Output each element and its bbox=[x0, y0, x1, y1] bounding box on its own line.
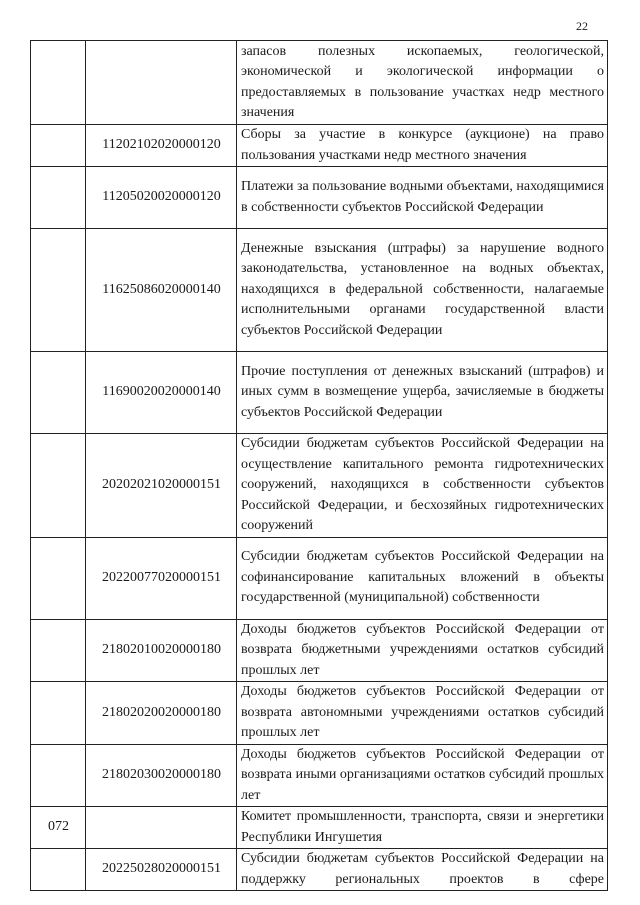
table-row bbox=[31, 352, 608, 434]
table-row bbox=[31, 619, 608, 682]
admin-code-cell bbox=[31, 125, 86, 167]
description-cell: Доходы бюджетов субъектов Российской Федерации от возврата иными организациями остатков субсидий прошлых лет bbox=[237, 744, 608, 807]
admin-code-cell bbox=[31, 167, 86, 229]
revenue-code-cell: 11690020020000140 bbox=[86, 352, 237, 434]
description-cell: запасов полезных ископаемых, геологической, экономической и экологической информации о предоставляемых в пользование участках недр местного значения bbox=[237, 41, 608, 125]
description-cell: Субсидии бюджетам субъектов Российской Федерации на софинансирование капитальных вложений в объекты государственной (муниципальной) собственности bbox=[237, 537, 608, 619]
admin-code-cell bbox=[31, 434, 86, 538]
description-cell: Сборы за участие в конкурсе (аукционе) на право пользования участками недр местного значения bbox=[237, 125, 608, 167]
revenue-codes-table bbox=[30, 40, 608, 891]
description-cell: Доходы бюджетов субъектов Российской Федерации от возврата бюджетными учреждениями остатков субсидий прошлых лет bbox=[237, 619, 608, 682]
admin-code-cell bbox=[31, 352, 86, 434]
table-row bbox=[31, 167, 608, 229]
description-cell: Платежи за пользование водными объектами, находящимися в собственности субъектов Российской Федерации bbox=[237, 167, 608, 229]
table-row bbox=[31, 229, 608, 352]
description-cell: Доходы бюджетов субъектов Российской Федерации от возврата автономными учреждениями остатков субсидий прошлых лет bbox=[237, 682, 608, 745]
revenue-code-cell: 20202021020000151 bbox=[86, 434, 237, 538]
revenue-code-cell: 21802030020000180 bbox=[86, 744, 237, 807]
revenue-code-cell: 21802010020000180 bbox=[86, 619, 237, 682]
admin-code-cell: 072 bbox=[31, 807, 86, 849]
table-row bbox=[31, 537, 608, 619]
admin-code-cell bbox=[31, 682, 86, 745]
description-cell: Денежные взыскания (штрафы) за нарушение водного законодательства, установленное на водных объектах, находящихся в федеральной собственности, налагаемые исполнительными органами государственной власти субъектов Российской Федерации bbox=[237, 229, 608, 352]
revenue-code-cell: 20225028020000151 bbox=[86, 849, 237, 891]
description-cell: Прочие поступления от денежных взысканий (штрафов) и иных сумм в возмещение ущерба, зачисляемые в бюджеты субъектов Российской Федерации bbox=[237, 352, 608, 434]
revenue-code-cell bbox=[86, 41, 237, 125]
page-number: 22 bbox=[576, 19, 588, 33]
admin-code-cell bbox=[31, 41, 86, 125]
revenue-code-cell bbox=[86, 807, 237, 849]
revenue-code-cell: 11625086020000140 bbox=[86, 229, 237, 352]
revenue-code-cell: 20220077020000151 bbox=[86, 537, 237, 619]
table-row bbox=[31, 849, 608, 891]
table-row bbox=[31, 434, 608, 538]
admin-code-cell bbox=[31, 537, 86, 619]
admin-code-cell bbox=[31, 619, 86, 682]
revenue-code-cell: 11205020020000120 bbox=[86, 167, 237, 229]
description-cell: Субсидии бюджетам субъектов Российской Федерации на поддержку региональных проектов в сфере bbox=[237, 849, 608, 891]
table-row bbox=[31, 807, 608, 849]
table-row bbox=[31, 125, 608, 167]
table-row bbox=[31, 41, 608, 125]
description-cell: Субсидии бюджетам субъектов Российской Федерации на осуществление капитального ремонта гидротехнических сооружений, находящихся в собственности субъектов Российской Федерации, и бесхозяйных гидротехнических сооружений bbox=[237, 434, 608, 538]
table-row bbox=[31, 744, 608, 807]
revenue-code-cell: 21802020020000180 bbox=[86, 682, 237, 745]
description-cell: Комитет промышленности, транспорта, связи и энергетики Республики Ингушетия bbox=[237, 807, 608, 849]
admin-code-cell bbox=[31, 744, 86, 807]
admin-code-cell bbox=[31, 849, 86, 891]
admin-code-cell bbox=[31, 229, 86, 352]
table-row bbox=[31, 682, 608, 745]
revenue-code-cell: 11202102020000120 bbox=[86, 125, 237, 167]
